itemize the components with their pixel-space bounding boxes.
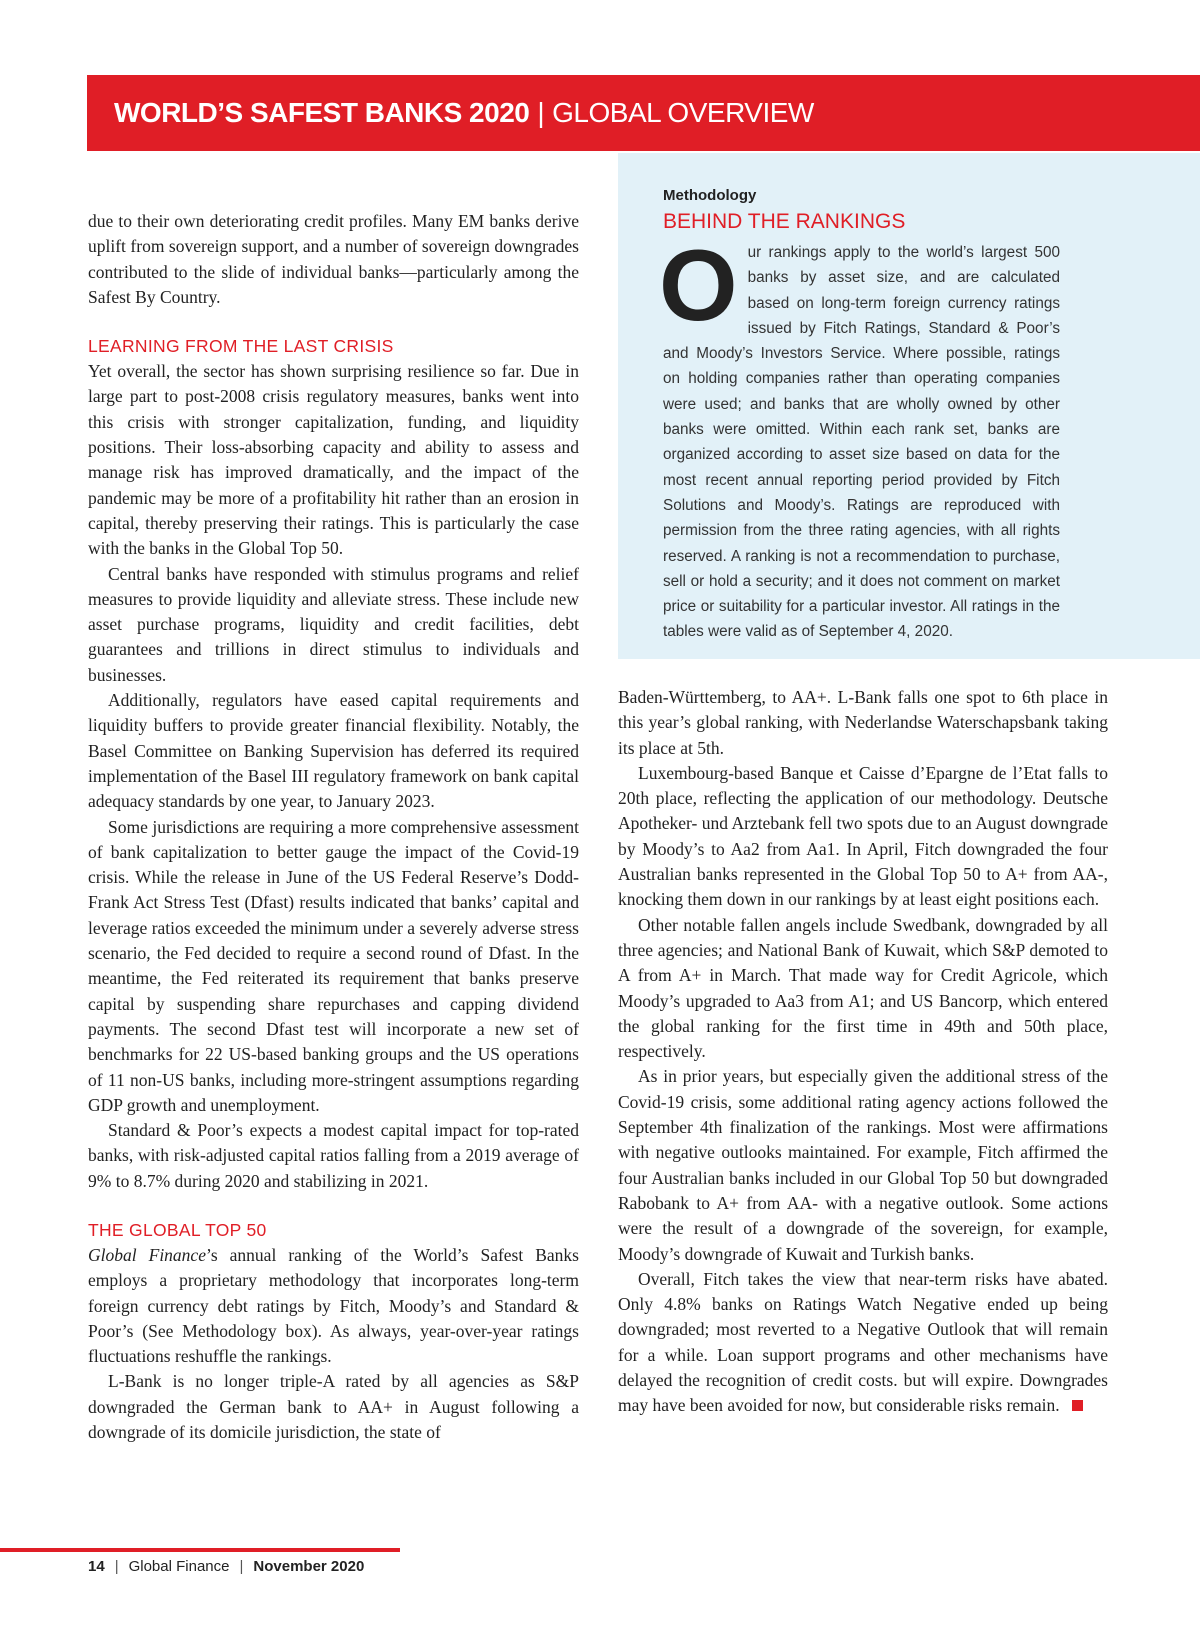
paragraph: Central banks have responded with stimulus programs and relief measures to provide liquidity and alleviate stress. These include new asset purchase programs, liquidity and credit facilities, debt guarantees and trillions in direct stimulus to individuals and businesses.	[88, 563, 579, 685]
banner-title: WORLD’S SAFEST BANKS 2020	[114, 97, 530, 128]
paragraph	[618, 1267, 1108, 1419]
paragraph: L-Bank is no longer triple-A rated by all agencies as S&P downgraded the German bank to AA+ in August following a downgrade of its domicile jurisdiction, the state of	[88, 1371, 579, 1443]
paragraph: Baden-Württemberg, to AA+. L-Bank falls one spot to 6th place in this year’s global ranking, with Nederlandse Waterschapsbank taking its place at 5th.	[618, 687, 1108, 758]
right-column	[618, 685, 1108, 1419]
section-heading: THE GLOBAL TOP 50	[88, 1219, 267, 1240]
footer-separator: |	[114, 1558, 119, 1575]
paragraph: due to their own deteriorating credit profiles. Many EM banks derive uplift from sovereign support, and a number of sovereign downgrades contributed to the slide of individual banks—particularly among the Safest By Country.	[88, 211, 579, 307]
page-footer	[88, 1558, 364, 1575]
footer-separator: |	[239, 1558, 244, 1575]
end-mark-icon	[1072, 1400, 1083, 1411]
paragraph: Standard & Poor’s expects a modest capital impact for top-rated banks, with risk-adjusted capital ratios falling from a 2019 average of 9% to 8.7% during 2020 and stabilizing in 2021.	[88, 1120, 579, 1191]
paragraph-text: Overall, Fitch takes the view that near-term risks have abated. Only 4.8% banks on Ratings Watch Negative ended up being downgraded; most reverted to a Negative Outlook that will remain for a while. Loan support programs and other mechanisms have delayed the recognition of credit costs. but will expire. Downgrades may have been avoided for now, but considerable risks remain.	[618, 1268, 1108, 1416]
banner-separator: |	[537, 97, 545, 128]
drop-cap: O	[659, 230, 738, 342]
publication-name: Global Finance	[88, 1244, 206, 1265]
methodology-sidebar	[618, 153, 1200, 659]
section-banner	[87, 75, 1200, 151]
footer-rule	[0, 1548, 400, 1552]
page-number: 14	[88, 1558, 105, 1575]
publication-name: Global Finance	[128, 1558, 230, 1575]
paragraph: Luxembourg-based Banque et Caisse d’Epargne de l’Etat falls to 20th place, reflecting the application of our methodology. Deutsche Apotheker- und Arztebank fell two spots due to an August downgrade by Moody’s to Aa2 from Aa1. In April, Fitch downgraded the four Australian banks represented in the Global Top 50 to A+ from AA-, knocking them down in our rankings by at least eight positions each.	[618, 762, 1108, 910]
sidebar-body-text: ur rankings apply to the world’s largest 500 banks by asset size, and are calculated based on long-term foreign currency ratings issued by Fitch Ratings, Standard & Poor’s and Moody’s Investors Service. Where possible, ratings on holding companies rather than operating companies were used; and banks that are wholly owned by other banks were omitted. Within each rank set, banks are organized according to asset size based on data for the most recent annual reporting period provided by Fitch Solutions and Moody’s. Ratings are reproduced with permission from the three rating agencies, with all rights reserved. A ranking is not a recommendation to purchase, sell or hold a security; and it does not comment on market price or suitability for a particular investor. All ratings in the tables were valid as of September 4, 2020.	[663, 244, 1060, 641]
banner-subtitle: GLOBAL OVERVIEW	[552, 97, 814, 128]
paragraph: Yet overall, the sector has shown surprising resilience so far. Due in large part to post-2008 crisis regulatory measures, banks went into this crisis with stronger capitalization, funding, and liquidity positions. Their loss-absorbing capacity and ability to assess and manage risk has improved dramatically, and the impact of the pandemic may be more of a profitability hit rather than an erosion in capital, thereby preserving their ratings. This is particularly the case with the banks in the Global Top 50.	[88, 361, 579, 559]
sidebar-kicker: Methodology	[663, 187, 757, 204]
paragraph: Additionally, regulators have eased capital requirements and liquidity buffers to provide greater financial flexibility. Notably, the Basel Committee on Banking Supervision has deferred its required implementation of the Basel III regulatory framework on bank capital adequacy standards by one year, to January 2023.	[88, 690, 579, 812]
sidebar-body	[659, 230, 1060, 645]
paragraph: Some jurisdictions are requiring a more comprehensive assessment of bank capitalization to better gauge the impact of the Covid-19 crisis. While the release in June of the US Federal Reserve’s Dodd-Frank Act Stress Test (Dfast) results indicated that banks’ capital and leverage ratios exceeded the minimum under a severely adverse stress scenario, the Fed decided to require a second round of Dfast. In the meantime, the Fed reiterated its requirement that banks preserve capital by suspending share repurchases and capping dividend payments. The second Dfast test will incorporate a new set of benchmarks for 22 US-based banking groups and the US operations of 11 non-US banks, including more-stringent assumptions regarding GDP growth and unemployment.	[88, 816, 579, 1115]
paragraph: Other notable fallen angels include Swedbank, downgraded by all three agencies; and National Bank of Kuwait, which S&P demoted to A from A+ in March. That made way for Credit Agricole, which Moody’s upgraded to Aa3 from A1; and US Bancorp, which entered the global ranking for the first time in 49th and 50th place, respectively.	[618, 914, 1108, 1062]
paragraph	[88, 1243, 579, 1369]
paragraph: As in prior years, but especially given the additional stress of the Covid-19 crisis, some additional rating agency actions followed the September 4th finalization of the rankings. Most were affirmations with negative outlooks maintained. For example, Fitch affirmed the four Australian banks included in our Global Top 50 but downgraded Rabobank to A+ from AA- with a negative outlook. Some actions were the result of a downgrade of the sovereign, for example, Moody’s downgrade of Kuwait and Turkish banks.	[618, 1066, 1108, 1264]
sidebar-title: BEHIND THE RANKINGS	[663, 210, 906, 233]
issue-date: November 2020	[253, 1558, 365, 1575]
left-column	[88, 209, 579, 1445]
paragraph-text: ’s annual ranking of the World’s Safest Banks employs a proprietary methodology that incorporates long-term foreign currency debt ratings by Fitch, Moody’s and Standard & Poor’s (See Methodology box). As always, year-over-year ratings fluctuations reshuffle the rankings.	[88, 1244, 579, 1367]
section-heading: LEARNING FROM THE LAST CRISIS	[88, 336, 394, 357]
